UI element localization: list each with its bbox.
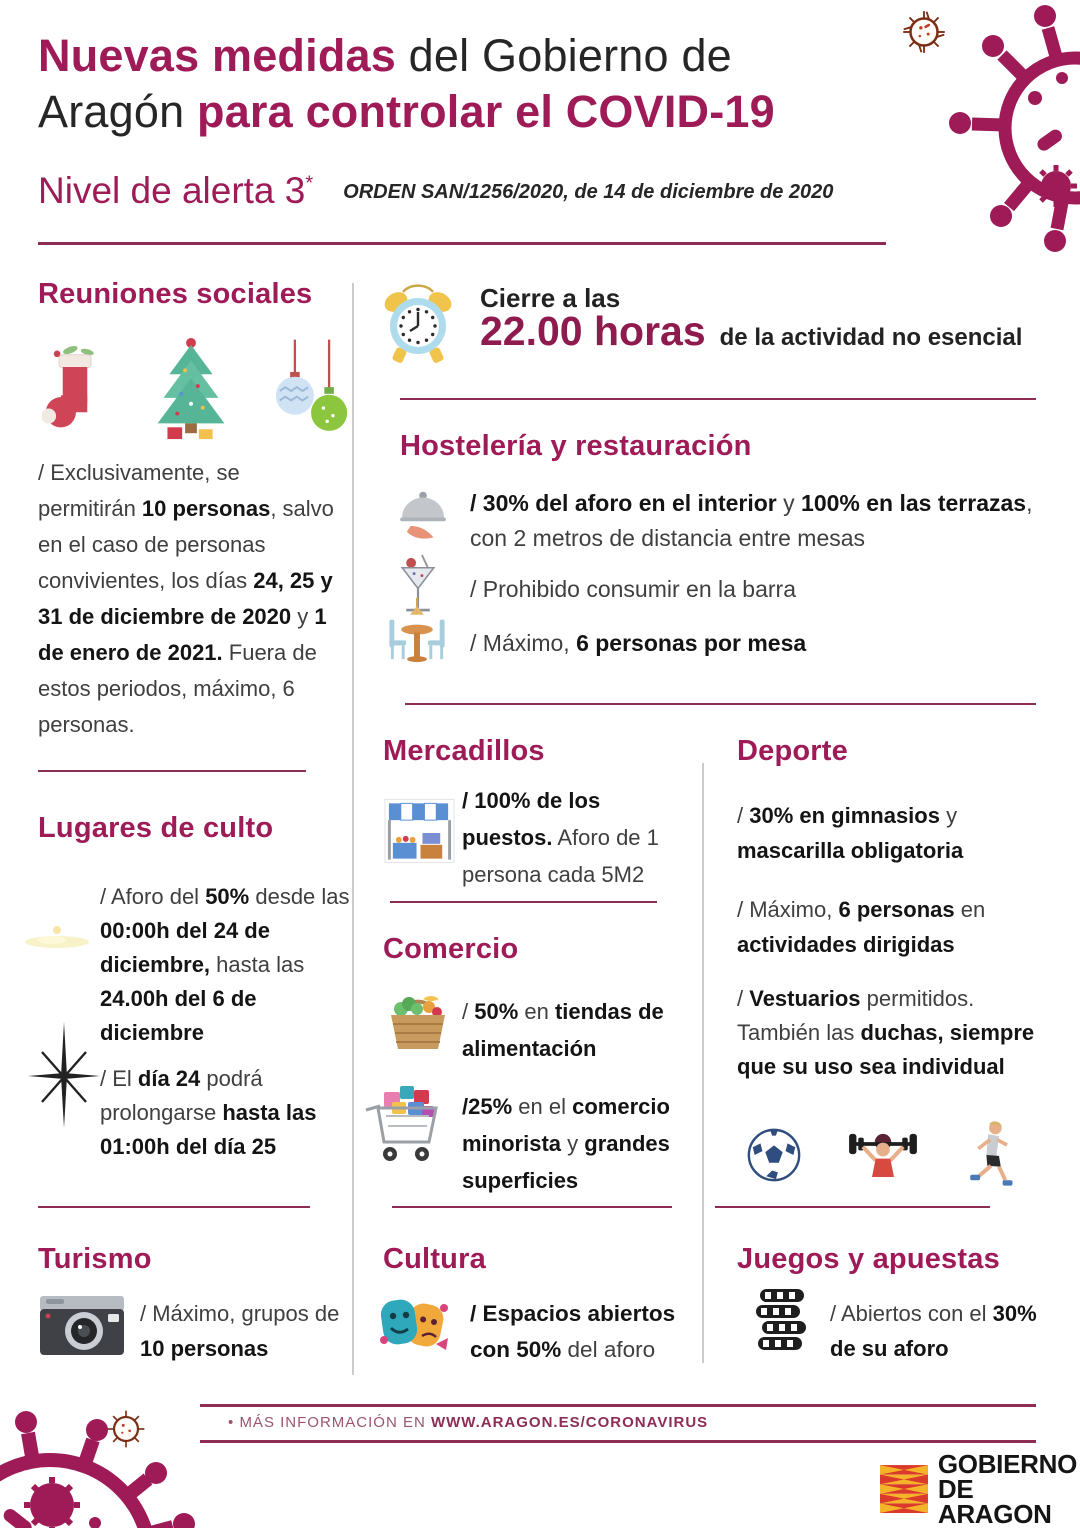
mercadillos-rule xyxy=(390,901,657,903)
mercadillos-item: / 100% de los puestos. Aforo de 1 persona cada 5M2 xyxy=(462,788,659,887)
coronavirus-outline-icon-footer xyxy=(103,1406,149,1452)
christmas-stocking-icon xyxy=(42,341,108,443)
theater-masks-icon xyxy=(378,1288,458,1360)
left-rule-1 xyxy=(38,770,306,772)
closure-rest: de la actividad no esencial xyxy=(719,324,1023,351)
camera-icon xyxy=(38,1288,126,1360)
poker-chips-icon xyxy=(748,1285,814,1365)
alert-level-row xyxy=(38,170,833,212)
lugares-item-1: / Aforo del 50% desde las 00:00h del 24 de diciembre, hasta las 24.00h del 6 de diciembre xyxy=(100,884,350,1045)
comercio-item-2: /25% en el comercio minorista y grandes superficies xyxy=(462,1094,670,1193)
section-title-juegos: Juegos y apuestas xyxy=(737,1243,1000,1275)
section-title-reuniones: Reuniones sociales xyxy=(38,278,313,310)
lugares-item-2: / El día 24 podrá prolongarse hasta las 01:00h del día 25 xyxy=(100,1066,317,1159)
footer-info-prefix: MÁS INFORMACIÓN EN xyxy=(239,1414,431,1431)
title-accent-1: Nuevas medidas xyxy=(38,30,396,81)
coronavirus-outline-icon xyxy=(898,6,950,58)
section-title-comercio: Comercio xyxy=(383,933,519,965)
deporte-rule xyxy=(715,1206,990,1208)
section-title-hosteleria: Hostelería y restauración xyxy=(400,430,752,462)
deporte-item-3: / Vestuarios permitidos. También las duchas, siempre que su uso sea individual xyxy=(737,986,1035,1079)
comercio-item-1: / 50% en tiendas de alimentación xyxy=(462,999,664,1061)
alert-level: Nivel de alerta 3* xyxy=(38,170,314,211)
logo-line-2: DE ARAGON xyxy=(937,1474,1052,1528)
footer-rule-top xyxy=(200,1404,1036,1407)
column-divider-left xyxy=(352,283,354,1375)
deporte-item-2: / Máximo, 6 personas en actividades dirigidas xyxy=(737,897,986,957)
footer-rule-bottom xyxy=(200,1440,1036,1443)
title-black-1: del Gobierno de xyxy=(395,30,732,81)
deporte-item-1: / 30% en gimnasios y mascarilla obligatoria xyxy=(737,803,964,863)
column-divider-right xyxy=(702,763,704,1363)
serving-cloche-icon xyxy=(396,486,451,548)
turismo-item: / Máximo, grupos de 10 personas xyxy=(140,1301,340,1361)
christmas-icons-row xyxy=(42,335,350,443)
closure-time: 22.00 horas xyxy=(480,308,706,354)
closure-line1: Cierre a las xyxy=(480,283,621,313)
footer-bullet: • xyxy=(228,1414,235,1431)
shopping-cart-icon xyxy=(362,1080,452,1170)
table-chairs-icon xyxy=(384,596,450,670)
logo-text xyxy=(937,1449,1080,1528)
juegos-item: / Abiertos con el 30% de su aforo xyxy=(830,1301,1037,1361)
market-stall-icon xyxy=(383,795,457,867)
footer-info-url[interactable]: WWW.ARAGON.ES/CORONAVIRUS xyxy=(430,1414,709,1431)
logo-line-1: GOBIERNO xyxy=(937,1449,1078,1479)
left-rule-2 xyxy=(38,1206,310,1208)
hosteleria-item-3: / Máximo, 6 personas por mesa xyxy=(470,630,807,656)
christmas-tree-icon xyxy=(150,335,232,443)
section-title-lugares: Lugares de culto xyxy=(38,812,274,844)
hosteleria-item-2: / Prohibido consumir en la barra xyxy=(470,576,796,602)
section-title-mercadillos: Mercadillos xyxy=(383,735,545,767)
section-title-turismo: Turismo xyxy=(38,1243,152,1275)
hosteleria-rule xyxy=(405,703,1036,705)
alarm-clock-icon xyxy=(378,276,458,366)
order-reference: ORDEN SAN/1256/2020, de 14 de diciembre de 2020 xyxy=(343,181,834,203)
section-title-cultura: Cultura xyxy=(383,1243,486,1275)
title-accent-2: para controlar el COVID-19 xyxy=(197,86,775,137)
title-black-2: Aragón xyxy=(38,86,198,137)
star-icon xyxy=(26,1018,102,1130)
closure-rule xyxy=(400,398,1036,400)
coronavirus-illustration xyxy=(940,0,1080,270)
alert-asterisk: * xyxy=(305,172,314,195)
closure-row xyxy=(480,308,1040,355)
cultura-item: / Espacios abiertos con 50% del aforo xyxy=(470,1301,676,1362)
page-title xyxy=(38,28,878,140)
footer-info xyxy=(228,1414,708,1431)
hosteleria-item-1: / 30% del aforo en el interior y 100% en las terrazas, con 2 metros de distancia entre mesas xyxy=(470,490,1033,551)
christmas-baubles-icon xyxy=(274,337,350,443)
section-title-deporte: Deporte xyxy=(737,735,848,767)
grocery-basket-icon xyxy=(383,985,453,1053)
candle-icon xyxy=(22,912,92,964)
comercio-rule xyxy=(392,1206,672,1208)
runner-icon xyxy=(963,1118,1017,1192)
header-rule xyxy=(38,242,886,245)
deporte-icons-row xyxy=(745,1118,1017,1192)
reuniones-body: / Exclusivamente, se permitirán 10 personas, salvo en el caso de personas convivientes, los días 24, 25 y 31 de diciembre de 2020 y 1 de enero de 2021. Fuera de estos periodos, máximo, 6 personas. xyxy=(38,460,334,737)
weightlifting-icon xyxy=(847,1122,919,1188)
gobierno-aragon-logo xyxy=(880,1449,1080,1528)
soccer-ball-icon xyxy=(745,1126,803,1184)
aragon-flag-shield xyxy=(880,1462,930,1518)
